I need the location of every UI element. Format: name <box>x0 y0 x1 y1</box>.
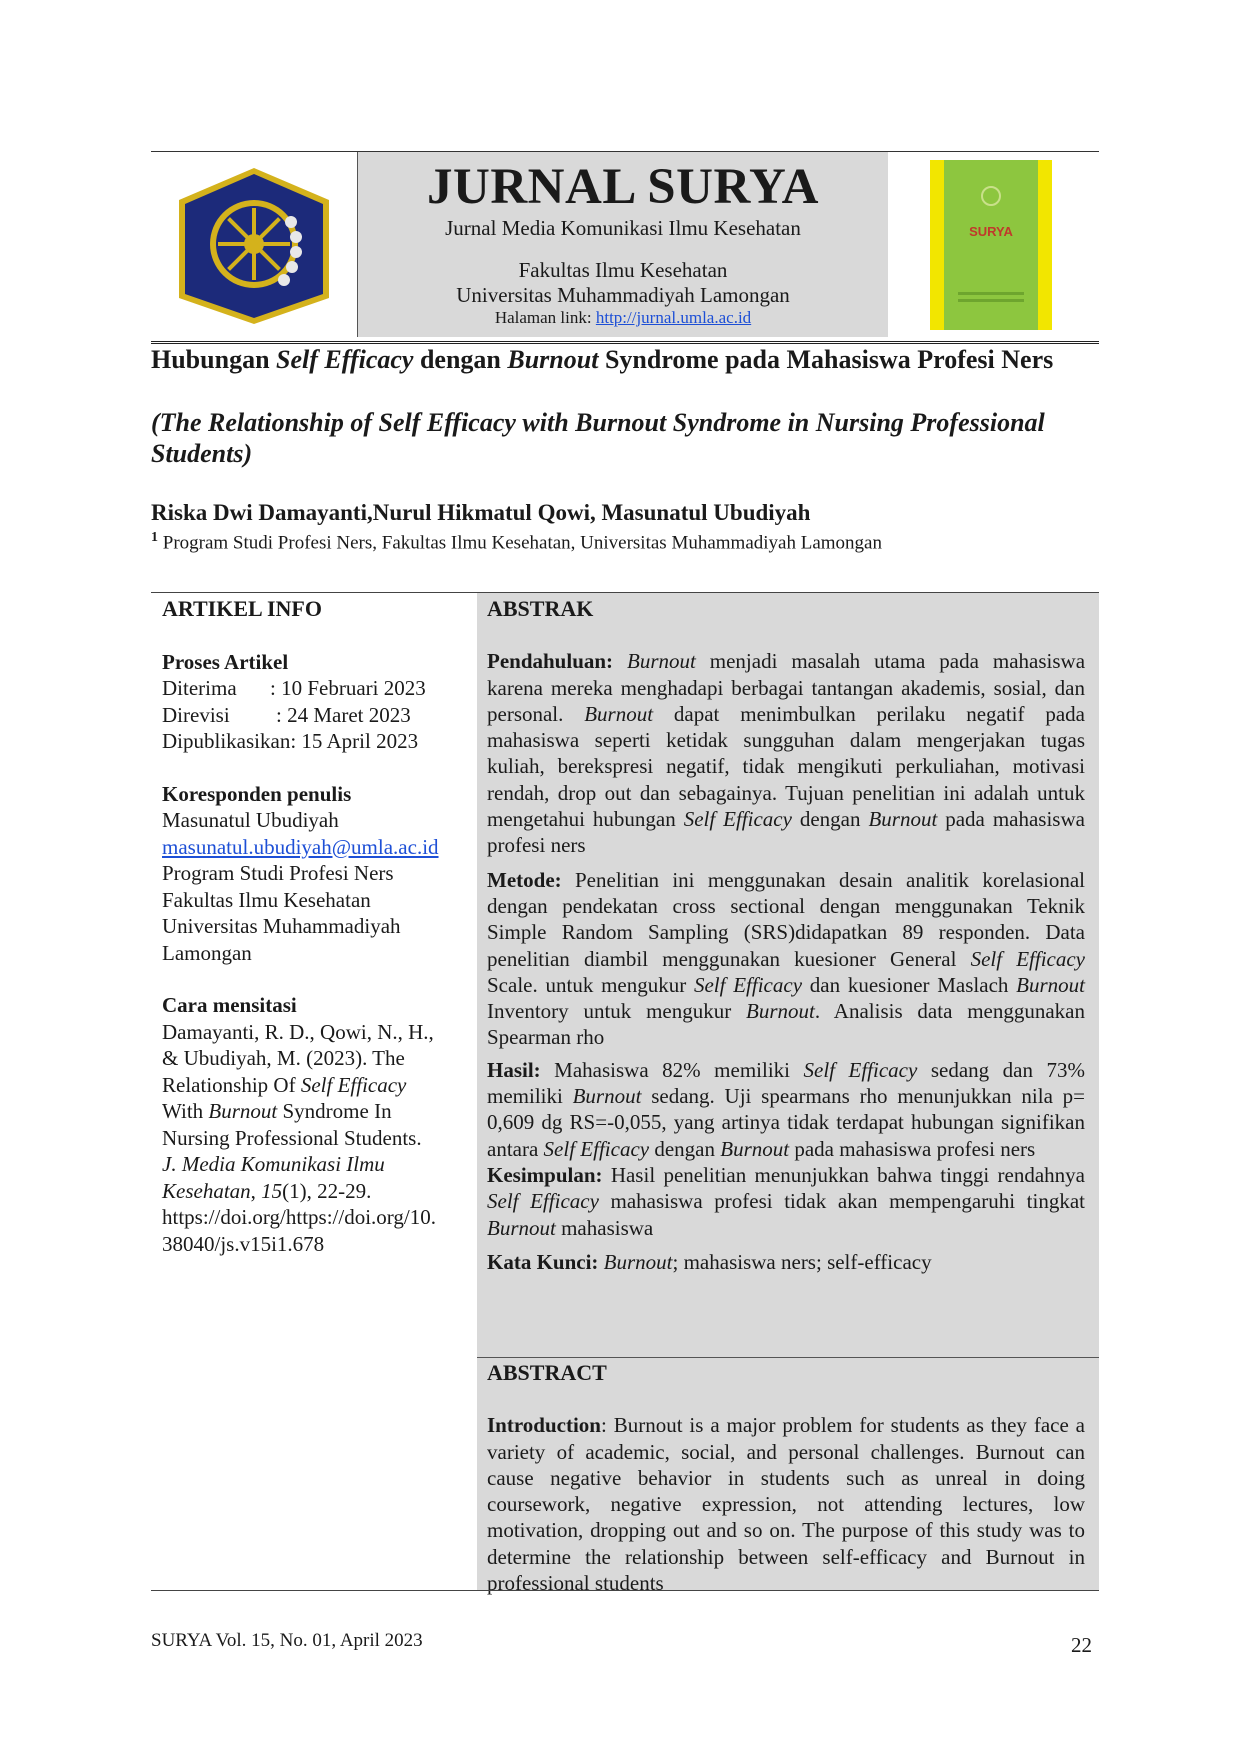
koresponden-email-link[interactable]: masunatul.ubudiyah@umla.ac.id <box>162 834 439 859</box>
koresponden-line: Fakultas Ilmu Kesehatan <box>162 887 371 912</box>
journal-cover-icon <box>888 152 1099 337</box>
journal-title: JURNAL SURYA <box>427 159 819 215</box>
citation-line <box>162 1178 472 1205</box>
cover-title: SURYA <box>969 224 1013 239</box>
article-title-english: (The Relationship of Self Efficacy with Burnout Syndrome in Nursing Professional Students) <box>151 408 1045 468</box>
kata-kunci <box>487 1249 1085 1275</box>
affiliation-text: Program Studi Profesi Ners, Fakultas Ilmu Kesehatan, Universitas Muhammadiyah Lamongan <box>162 532 882 554</box>
university-name: Universitas Muhammadiyah Lamongan <box>456 283 790 307</box>
citation-text: With <box>162 1099 209 1123</box>
citation-doi-line[interactable]: 38040/js.v15i1.678 <box>162 1231 325 1256</box>
affiliation <box>151 530 882 554</box>
abstrak-kesimpulan <box>487 1162 1085 1241</box>
koresponden-line: Universitas Muhammadiyah <box>162 914 401 938</box>
direvisi-label: Direvisi <box>162 702 230 727</box>
citation-text: Kesehatan <box>162 1178 251 1203</box>
cara-mensitasi-heading: Cara mensitasi <box>162 993 297 1017</box>
citation-text: Syndrome In <box>277 1099 392 1123</box>
direvisi-line <box>162 702 472 729</box>
citation-line: Nursing Professional Students. <box>162 1125 422 1150</box>
citation-doi-line[interactable]: https://doi.org/https://doi.org/10. <box>162 1205 437 1229</box>
citation-text: , <box>250 1178 262 1203</box>
kata-kunci-label: Kata Kunci: <box>487 1249 599 1274</box>
abstrak-pendahuluan <box>487 648 1085 858</box>
koresponden-line: Lamongan <box>162 940 252 965</box>
journal-link-line <box>358 307 888 329</box>
page-number: 22 <box>1071 1633 1092 1657</box>
direvisi-value: : 24 Maret 2023 <box>276 702 411 727</box>
article-info-column <box>162 596 472 1257</box>
pendahuluan-text: Burnout menjadi masalah utama pada mahasiswa karena mereka menghadapi berbagai tantangan akademis, sosial, dan personal. Burnout dapat menimbulkan perilaku negatif pada mahasiswa seperti ketidak sungguhan dalam mengerjakan tugas kuliah, berekspresi negatif, tidak mengikuti perkuliahan, motivasi rendah, drop out dan sebagainya. Tujuan penelitian ini adalah untuk mengetahui hubungan Self Efficacy dengan Burnout pada mahasiswa profesi ners <box>487 649 1086 858</box>
citation-text: Self Efficacy <box>300 1072 407 1097</box>
journal-subtitle: Jurnal Media Komunikasi Ilmu Kesehatan <box>445 216 801 240</box>
abstract-heading: ABSTRACT <box>487 1360 607 1385</box>
journal-link-label: Halaman link: <box>494 308 592 327</box>
citation-text: Burnout <box>208 1099 278 1123</box>
journal-masthead <box>151 151 1099 338</box>
article-title <box>151 344 1091 375</box>
abstract-section <box>487 1360 1085 1596</box>
diterima-value: : 10 Februari 2023 <box>270 676 426 700</box>
journal-link[interactable]: http://jurnal.umla.ac.id <box>595 308 752 327</box>
title-part: dengan <box>413 345 508 374</box>
metode-label: Metode: <box>487 867 562 892</box>
abstrak-metode <box>487 867 1085 1051</box>
faculty-name: Fakultas Ilmu Kesehatan <box>518 258 728 282</box>
koresponden-name: Masunatul Ubudiyah <box>162 808 339 832</box>
kesimpulan-text: Hasil penelitian menunjukkan bahwa tinggi rendahnya Self Efficacy mahasiswa profesi tidak akan mempengaruhi tingkat Burnout mahasiswa <box>487 1162 1085 1240</box>
diterima-label: Diterima <box>162 676 237 700</box>
abstrak-hasil <box>487 1057 1085 1162</box>
introduction-text: : Burnout is a major problem for students as they face a variety of academic, social, and personal challenges. Burnout can cause negative behavior in students such as unreal in doing coursework, negative expression, not attending lectures, low motivation, dropping out and so on. The purpose of this study was to determine the relationship between self-efficacy and Burnout in professional students <box>487 1413 1085 1596</box>
journal-header-center <box>357 152 889 337</box>
kesimpulan-label: Kesimpulan: <box>487 1162 603 1187</box>
abstrak-heading: ABSTRAK <box>487 596 594 621</box>
citation-line <box>162 1098 472 1125</box>
authors: Riska Dwi Damayanti,Nurul Hikmatul Qowi, Masunatul Ubudiyah <box>151 500 811 525</box>
abstract-column <box>477 593 1099 1596</box>
citation-line: Damayanti, R. D., Qowi, N., H., <box>162 1019 434 1044</box>
journal-cover-image <box>888 152 1099 337</box>
abstract-divider <box>477 1357 1099 1358</box>
abstract-introduction <box>487 1412 1085 1596</box>
metode-text: Penelitian ini menggunakan desain analitik korelasional dengan pendekatan cross sectional dengan menggunakan Teknik Simple Random Sampling (SRS)didapatkan 89 responden. Data penelitian diambil menggunakan kuesioner General Self Efficacy Scale. untuk mengukur Self Efficacy dan kuesioner Maslach Burnout Inventory untuk mengukur Burnout. Analisis data menggunakan Spearman rho <box>487 867 1086 1050</box>
citation-line <box>162 1072 472 1099</box>
diterima-line <box>162 675 472 702</box>
title-part: Syndrome pada Mahasiswa Profesi Ners <box>598 345 1054 374</box>
affiliation-mark: 1 <box>151 530 158 545</box>
koresponden-heading: Koresponden penulis <box>162 781 352 806</box>
kata-kunci-text: Burnout; mahasiswa ners; self-efficacy <box>603 1249 932 1274</box>
dipublikasikan-line: Dipublikasikan: 15 April 2023 <box>162 729 419 753</box>
hasil-text: Mahasiswa 82% memiliki Self Efficacy sedang dan 73% memiliki Burnout sedang. Uji spearmans rho menunjukkan nila p= 0,609 dg RS=-0,055, yang artinya tidak terdapat hubungan signifikan antara Self Efficacy dengan Burnout pada mahasiswa profesi ners <box>487 1057 1086 1161</box>
citation-line: & Ubudiyah, M. (2023). The <box>162 1046 405 1070</box>
citation-text: 15 <box>261 1178 283 1203</box>
article-info-heading: ARTIKEL INFO <box>162 596 322 621</box>
introduction-label: Introduction <box>487 1413 601 1438</box>
title-part: Burnout <box>507 345 599 374</box>
university-seal-icon <box>151 152 356 337</box>
section-rule-bottom <box>151 1590 1099 1591</box>
proses-heading: Proses Artikel <box>162 649 289 674</box>
hasil-label: Hasil: <box>487 1057 541 1082</box>
citation-text: J. Media Komunikasi Ilmu <box>162 1152 385 1176</box>
citation-text: Relationship Of <box>162 1072 301 1097</box>
title-part: Hubungan <box>151 345 277 374</box>
koresponden-line: Program Studi Profesi Ners <box>162 861 394 885</box>
university-logo <box>151 152 356 337</box>
title-part: Self Efficacy <box>276 345 414 374</box>
citation-text: (1), 22-29. <box>282 1178 372 1203</box>
citation-line <box>162 1151 472 1178</box>
abstrak-section <box>487 596 1085 1275</box>
pendahuluan-label: Pendahuluan: <box>487 649 614 674</box>
footer-journal-issue: SURYA Vol. 15, No. 01, April 2023 <box>151 1630 423 1651</box>
